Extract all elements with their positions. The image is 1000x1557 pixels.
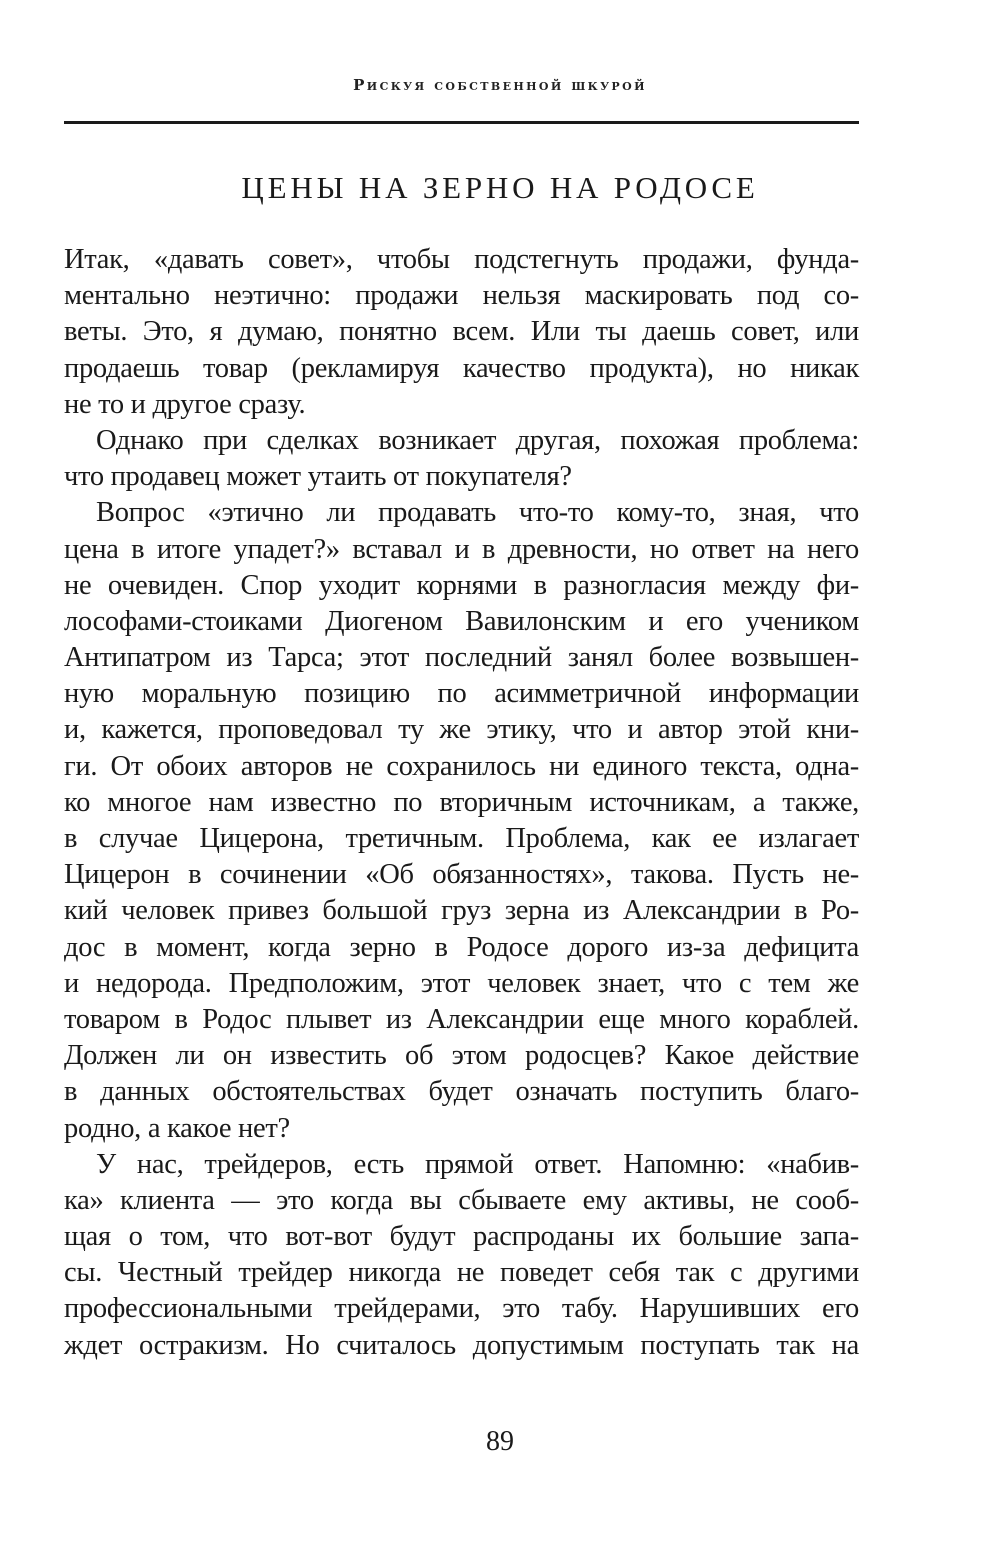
text-line: дос в момент, когда зерно в Родосе дорого из-за дефицита: [64, 931, 859, 963]
text-line: У нас, трейдеров, есть прямой ответ. Напомню: «набив-: [96, 1148, 859, 1180]
running-head: Рискуя собственной шкурой: [353, 76, 647, 94]
text-line: ко многое нам известно по вторичным источникам, а также,: [64, 786, 859, 818]
text-line: Должен ли он известить об этом родосцев? Какое действие: [64, 1040, 859, 1072]
text-line: что продавец может утаить от покупателя?: [64, 461, 572, 493]
text-line: веты. Это, я думаю, понятно всем. Или ты даешь совет, или: [64, 316, 859, 348]
text-line: продаешь товар (рекламируя качество продукта), но никак: [64, 352, 859, 384]
text-line: Однако при сделках возникает другая, похожая проблема:: [96, 424, 859, 456]
text-line: профессиональными трейдерами, это табу. Нарушивших его: [64, 1293, 859, 1325]
text-line: цена в итоге упадет?» вставал и в древности, но ответ на него: [64, 533, 859, 565]
text-line: товаром в Родос плывет из Александрии еще много кораблей.: [64, 1003, 859, 1035]
text-line: ную моральную позицию по асимметричной информации: [64, 678, 859, 710]
text-line: кий человек привез большой груз зерна из Александрии в Ро-: [64, 895, 859, 927]
text-line: родно, а какое нет?: [64, 1112, 290, 1144]
text-line: ждет остракизм. Но считалось допустимым поступать так на: [64, 1329, 859, 1361]
text-line: Вопрос «этично ли продавать что-то кому-то, зная, что: [96, 497, 859, 529]
text-line: в случае Цицерона, третичным. Проблема, как ее излагает: [64, 823, 859, 854]
text-line: не то и другое сразу.: [64, 388, 306, 420]
text-line: лософами-стоиками Диогеном Вавилонским и его учеником: [64, 605, 859, 637]
page-number: 89: [486, 1426, 514, 1457]
text-line: Цицерон в сочинении «Об обязанностях», такова. Пусть не-: [64, 859, 859, 891]
text-line: Итак, «давать совет», чтобы подстегнуть продажи, фунда-: [64, 244, 859, 275]
text-line: и недорода. Предположим, этот человек знает, что с тем же: [64, 967, 859, 999]
text-line: в данных обстоятельствах будет означать поступить благо-: [64, 1076, 859, 1108]
header-rule: [64, 121, 859, 124]
text-line: ментально неэтично: продажи нельзя маскировать под со-: [64, 280, 859, 312]
text-line: Антипатром из Тарса; этот последний занял более возвышен-: [64, 642, 859, 674]
text-line: щая о том, что вот-вот будут распроданы их большие запа-: [64, 1221, 859, 1253]
text-line: сы. Честный трейдер никогда не поведет себя так с другими: [64, 1257, 859, 1289]
text-line: и, кажется, проповедовал ту же этику, что и автор этой кни-: [64, 714, 859, 746]
body-text: [64, 242, 859, 1364]
text-line: не очевиден. Спор уходит корнями в разногласия между фи-: [64, 569, 859, 601]
text-line: ги. От обоих авторов не сохранилось ни единого текста, одна-: [64, 750, 859, 782]
text-line: ка» клиента — это когда вы сбываете ему активы, не сооб-: [64, 1184, 859, 1216]
section-title: ЦЕНЫ НА ЗЕРНО НА РОДОСЕ: [241, 170, 759, 205]
